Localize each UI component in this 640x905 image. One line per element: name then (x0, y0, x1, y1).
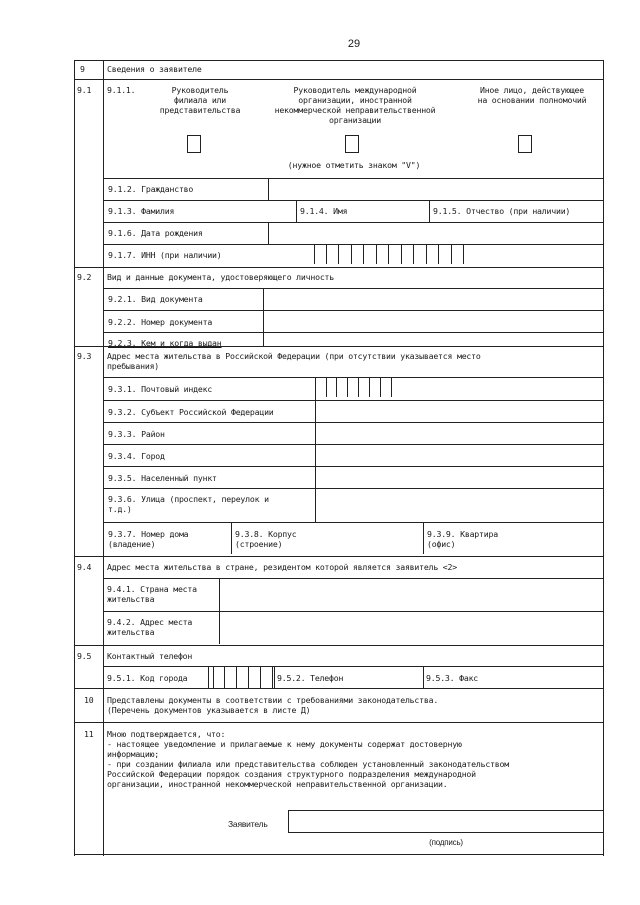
street-label-line2: т.д.) (108, 504, 132, 514)
country-field[interactable] (220, 579, 603, 611)
section-9-1-number: 9.1 (77, 85, 92, 95)
country-label-line2: жительства (107, 594, 155, 604)
citizenship-field[interactable] (269, 179, 603, 200)
signature-field[interactable] (288, 810, 604, 833)
city-label: 9.3.4. Город (108, 451, 165, 461)
region-field[interactable] (316, 401, 603, 422)
page-number: 29 (347, 38, 361, 50)
building-label-line2: (строение) (235, 539, 283, 549)
checkbox-intl-org-head[interactable] (345, 135, 359, 153)
country-label-line1: 9.4.1. Страна места (107, 584, 197, 594)
district-field[interactable] (316, 423, 603, 444)
section-9-3-title-line2: пребывания) (107, 361, 160, 371)
section-9-3-number: 9.3 (77, 351, 92, 361)
citizenship-label: 9.1.2. Гражданство (108, 184, 194, 194)
city-code-label: 9.5.1. Код города (107, 673, 188, 683)
option-authorized-person-label: Иное лицо, действующее на основании полномочий (477, 85, 587, 105)
birth-date-label: 9.1.6. Дата рождения (108, 228, 203, 238)
issued-by-label: 9.2.3. Кем и когда выдан (108, 338, 222, 348)
section-9-5-number: 9.5 (77, 651, 92, 661)
applicant-label: Заявитель (228, 819, 268, 829)
doc-number-label: 9.2.2. Номер документа (108, 317, 213, 327)
option-branch-head-label: Руководитель филиала или представительства (159, 85, 241, 115)
foreign-address-label-line2: жительства (107, 627, 155, 637)
foreign-address-label-line1: 9.4.2. Адрес места (107, 617, 193, 627)
surname-label: 9.1.3. Фамилия (108, 206, 175, 216)
section-9-2-number: 9.2 (77, 272, 92, 282)
doc-number-field[interactable] (264, 311, 603, 332)
building-label-line1: 9.3.8. Корпус (235, 529, 297, 539)
section-9-4-title: Адрес места жительства в стране, резидентом которой является заявитель <2> (107, 562, 457, 572)
checkbox-hint: (нужное отметить знаком "V") (287, 160, 421, 170)
street-label-line1: 9.3.6. Улица (проспект, переулок и (108, 494, 269, 504)
checkbox-branch-head[interactable] (187, 135, 201, 153)
section-9-3-title-line1: Адрес места жительства в Российской Федерации (при отсутствии указывается место (107, 351, 481, 361)
doc-type-field[interactable] (264, 289, 603, 310)
section-10-line2: (Перечень документов указывается в листе Д) (107, 705, 311, 715)
street-field[interactable] (316, 489, 603, 521)
region-label: 9.3.2. Субъект Российской Федерации (108, 407, 274, 417)
issued-by-field[interactable] (264, 333, 603, 345)
section-9-title: Сведения о заявителе (107, 64, 202, 74)
district-label: 9.3.3. Район (108, 429, 165, 439)
section-9-2-title: Вид и данные документа, удостоверяющего личность (107, 272, 335, 282)
option-intl-org-head-label: Руководитель международной организации, иностранной некоммерческой неправительственной организации (274, 85, 436, 125)
city-field[interactable] (316, 445, 603, 466)
checkbox-authorized-person[interactable] (518, 135, 532, 153)
section-11-statement: Мною подтверждается, что: - настоящее уведомление и прилагаемые к нему документы содержат достоверную информацию; - при создании филиала или представительства соблюден установленный законодательством Российской Федерации порядок создания структурного подразделения международной организации, иностранной некоммерческой неправительственной организации. (107, 729, 509, 789)
section-9-5-title: Контактный телефон (107, 651, 193, 661)
signature-caption: (подпись) (429, 838, 463, 847)
city-code-digit-grid[interactable] (213, 666, 273, 688)
house-number-label-line2: (владение) (108, 539, 156, 549)
phone-label: 9.5.2. Телефон (277, 673, 344, 683)
apartment-label-line1: 9.3.9. Квартира (427, 529, 498, 539)
birth-date-field[interactable] (269, 223, 603, 244)
section-10-number: 10 (84, 695, 94, 705)
section-9-4-number: 9.4 (77, 562, 92, 572)
doc-type-label: 9.2.1. Вид документа (108, 294, 203, 304)
section-9-number: 9 (80, 64, 85, 74)
locality-field[interactable] (316, 467, 603, 488)
first-name-label: 9.1.4. Имя (300, 206, 348, 216)
item-9-1-1-code: 9.1.1. (107, 85, 136, 95)
fax-label: 9.5.3. Факс (426, 673, 479, 683)
inn-digit-grid[interactable] (314, 244, 464, 264)
postal-code-label: 9.3.1. Почтовый индекс (108, 384, 213, 394)
section-10-line1: Представлены документы в соответствии с требованиями законодательства. (107, 695, 439, 705)
apartment-label-line2: (офис) (427, 539, 456, 549)
locality-label: 9.3.5. Населенный пункт (108, 473, 217, 483)
inn-label: 9.1.7. ИНН (при наличии) (108, 250, 222, 260)
postal-code-digit-grid[interactable] (326, 377, 392, 397)
section-11-number: 11 (84, 729, 94, 739)
house-number-label-line1: 9.3.7. Номер дома (108, 529, 189, 539)
foreign-address-field[interactable] (220, 612, 603, 644)
patronymic-label: 9.1.5. Отчество (при наличии) (433, 206, 571, 216)
